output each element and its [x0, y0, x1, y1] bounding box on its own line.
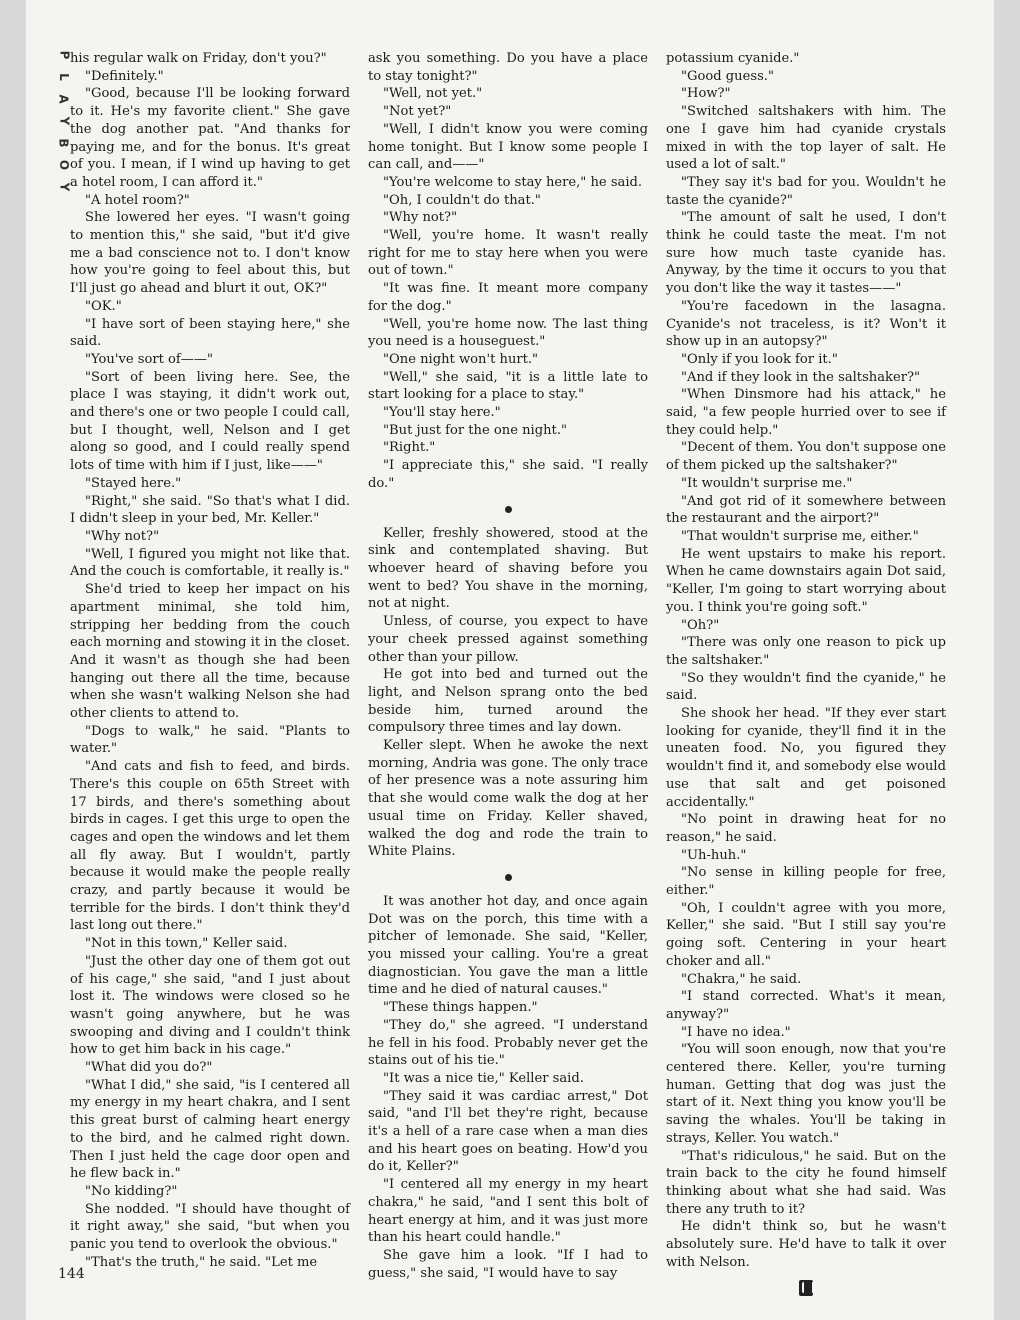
paragraph: "Dogs to walk," he said. "Plants to water.": [70, 723, 350, 757]
paragraph: "Switched saltshakers with him. The one I gave him had cyanide crystals mixed in with the top layer of salt. He used a lot of salt.": [666, 104, 946, 173]
paragraph: "Only if you look for it.": [681, 351, 838, 367]
paragraph: "They say it's bad for you. Wouldn't he taste the cyanide?": [666, 174, 946, 208]
paragraph: "They do," she agreed. "I understand he fell in his food. Probably never get the stains out of his tie.": [368, 1017, 648, 1069]
bullet-dot-icon: [505, 874, 512, 881]
paragraph: "Not in this town," Keller said.: [85, 936, 288, 952]
paragraph: "I appreciate this," she said. "I really do.": [368, 458, 648, 491]
paragraph: "And if they look in the saltshaker?": [681, 369, 921, 385]
paragraph: ask you something. Do you have a place to stay tonight?": [368, 51, 648, 84]
paragraph: "Just the other day one of them got out of his cage," she said, "and I just about lost it. The windows were closed so he wasn't going anywhere, but he was swooping and diving and I couldn't think how to get him back in his cage.": [70, 953, 350, 1058]
running-head-letter: O: [56, 159, 71, 171]
paragraph: his regular walk on Friday, don't you?": [70, 51, 327, 66]
paragraph: "There was only one reason to pick up the saltshaker.": [666, 635, 946, 668]
paragraph: "So they wouldn't find the cyanide," he said.: [666, 670, 946, 704]
paragraph: "OK.": [85, 298, 122, 314]
paragraph: "That's ridiculous," he said. But on the train back to the city he found himself thinking about what she had said. Was there any truth to it?: [666, 1148, 946, 1217]
paragraph: "Good, because I'll be looking forward to it. He's my favorite client." She gave the dog another pat. "And thanks for paying me, and for the bonus. It's great of you. I mean, if I wind up having to get a hotel room, I can afford it.": [70, 86, 350, 190]
paragraph: "I centered all my energy in my heart chakra," he said, "and I sent this bolt of heart energy at him, and it was just more than his heart could handle.": [368, 1177, 648, 1246]
paragraph: "These things happen.": [383, 1000, 538, 1016]
paragraph: She nodded. "I should have thought of it right away," she said, "but when you panic you tend to overlook the obvious.": [70, 1201, 350, 1253]
paragraph: "One night won't hurt.": [383, 351, 539, 367]
paragraph: "Sort of been living here. See, the place I was staying, it didn't work out, and there's one or two people I could call, but I thought, well, Nelson and I get along so good, and I could really spend lots of time with him if I just, like——": [70, 369, 350, 474]
paragraph: "A hotel room?": [85, 192, 190, 208]
paragraph: "You've sort of——": [85, 351, 213, 367]
paragraph: "That's the truth," he said. "Let me: [85, 1254, 318, 1270]
paragraph: "No point in drawing heat for no reason," he said.: [666, 812, 946, 845]
running-head-letter: B: [57, 138, 71, 148]
paragraph: "Definitely.": [85, 68, 164, 84]
paragraph: Keller, freshly showered, stood at the sink and contemplated shaving. But whoever heard of shaving before you went to bed? You shave in the morning, not at night.: [368, 525, 648, 612]
paragraph: "I have no idea.": [681, 1024, 791, 1040]
running-head-letter: Y: [56, 116, 71, 126]
paragraph: "Well, I didn't know you were coming home tonight. But I know some people I can call, and——": [368, 121, 648, 173]
paragraph: Unless, of course, you expect to have your cheek pressed against something other than your pillow.: [368, 614, 648, 665]
paragraph: "I stand corrected. What's it mean, anyway?": [666, 989, 946, 1022]
paragraph: "You're facedown in the lasagna. Cyanide's not traceless, is it? Won't it show up in an autopsy?": [666, 298, 946, 350]
paragraph: "It wouldn't surprise me.": [681, 475, 853, 491]
paragraph: "Well, not yet.": [383, 86, 483, 102]
paragraph: "Well," she said, "it is a little late to start looking for a place to stay.": [368, 369, 648, 403]
paragraph: He got into bed and turned out the light, and Nelson sprang onto the bed beside him, turned around the compulsory three times and lay down.: [368, 667, 648, 736]
paragraph: "Chakra," he said.: [681, 971, 802, 987]
paragraph: "When Dinsmore had his attack," he said, "a few people hurried over to see if they could help.": [666, 387, 946, 438]
paragraph: She lowered her eyes. "I wasn't going to mention this," she said, "but it'd give me a bad conscience not to. I don't know how you're going to feel about this, but I'll just go ahead and blurt it out, OK?": [70, 210, 350, 297]
paragraph: "Not yet?": [383, 104, 452, 120]
paragraph: "Well, you're home now. The last thing you need is a houseguest.": [368, 316, 648, 350]
section-break: [368, 869, 648, 883]
paragraph: "It was a nice tie," Keller said.: [383, 1070, 584, 1086]
paragraph: "That wouldn't surprise me, either.": [681, 528, 919, 544]
paragraph: "Well, you're home. It wasn't really right for me to stay here when you were out of town.": [368, 228, 648, 279]
running-head-letter: L: [57, 73, 71, 81]
page-number: 144: [58, 1266, 85, 1282]
paragraph: "Good guess.": [681, 68, 774, 84]
paragraph: "And cats and fish to feed, and birds. There's this couple on 65th Street with 17 birds, and there's something about birds in cages. I get this urge to open the cages and open the windows and let them all fly away. But I wouldn't, partly because it would make the people really crazy, and partly because it would be terrible for the birds. I don't think they'd last long out there.": [70, 759, 350, 934]
paragraph: "You will soon enough, now that you're centered there. Keller, you're turning human. Getting that dog was just the start of it. Next thing you know you'll be saving the whales. You'll be taking in strays, Keller. You watch.": [666, 1042, 946, 1146]
paragraph: Keller slept. When he awoke the next morning, Andria was gone. The only trace of her presence was a note assuring him that she would come walk the dog at her usual time on Friday. Keller shaved, walked the dog and rode the train to White Plains.: [368, 738, 648, 860]
paragraph: She gave him a look. "If I had to guess," she said, "I would have to say: [368, 1248, 648, 1281]
paragraph: "You're welcome to stay here," he said.: [383, 174, 643, 190]
paragraph: He didn't think so, but he wasn't absolutely sure. He'd have to talk it over with Nelson.: [666, 1219, 946, 1270]
text-column-3: [666, 50, 946, 1296]
paragraph: "Why not?": [383, 210, 458, 226]
paragraph: "No kidding?": [85, 1184, 178, 1199]
paragraph: "Oh, I couldn't agree with you more, Keller," she said. "But I still say you're going soft. Centering in your heart choker and all.": [666, 900, 946, 969]
paragraph: potassium cyanide.": [666, 51, 800, 66]
paragraph: "But just for the one night.": [383, 422, 568, 438]
magazine-page: [26, 0, 994, 1320]
paragraph: "What did you do?": [85, 1060, 213, 1076]
bullet-dot-icon: [505, 506, 512, 513]
paragraph: "Well, I figured you might not like that. And the couch is comfortable, it really is.": [70, 546, 350, 580]
paragraph: She shook her head. "If they ever start looking for cyanide, they'll find it in the uneaten food. No, you figured they wouldn't find it, and somebody else would use that salt and get poisoned accidentally.": [666, 706, 946, 810]
end-of-story-icon: [799, 1280, 813, 1296]
paragraph: "Decent of them. You don't suppose one of them picked up the saltshaker?": [666, 440, 946, 474]
section-break: [368, 501, 648, 515]
paragraph: "Stayed here.": [85, 475, 182, 491]
paragraph: "Right," she said. "So that's what I did. I didn't sleep in your bed, Mr. Keller.": [70, 493, 350, 527]
paragraph: He went upstairs to make his report. When he came downstairs again Dot said, "Keller, I'm going to start worrying about you. I think you're going soft.": [666, 546, 946, 615]
paragraph: "How?": [681, 86, 731, 102]
paragraph: "I have sort of been staying here," she said.: [70, 316, 350, 350]
text-column-1: [70, 50, 350, 1272]
paragraph: "Right.": [383, 440, 436, 456]
paragraph: "It was fine. It meant more company for the dog.": [368, 281, 648, 314]
paragraph: "You'll stay here.": [383, 405, 501, 421]
paragraph: "What I did," she said, "is I centered all my energy in my heart chakra, and I sent this great burst of calming heart energy to the bird, and he calmed right down. Then I just held the cage door open and he flew back in.": [70, 1077, 350, 1182]
paragraph: "Uh-huh.": [681, 847, 747, 863]
paragraph: "Why not?": [85, 528, 160, 544]
paragraph: "Oh?": [681, 617, 720, 633]
paragraph: "No sense in killing people for free, either.": [666, 865, 946, 899]
running-head-letter: P: [56, 50, 71, 60]
paragraph: "The amount of salt he used, I don't think he could taste the meat. I'm not sure how much taste cyanide has. Anyway, by the time it occurs to you that you don't like the way it tastes——": [666, 210, 946, 297]
paragraph: "They said it was cardiac arrest," Dot said, "and I'll bet they're right, because it's a hell of a rare case when a man dies and his heart goes on beating. How'd you do it, Keller?": [368, 1088, 648, 1175]
paragraph: It was another hot day, and once again Dot was on the porch, this time with a pitcher of lemonade. She said, "Keller, you missed your calling. You're a great diagnostician. You gave the man a little time and he died of natural causes.": [368, 893, 648, 998]
paragraph: "Oh, I couldn't do that.": [383, 192, 541, 208]
paragraph: "And got rid of it somewhere between the restaurant and the airport?": [666, 493, 946, 527]
text-column-2: [368, 50, 648, 1282]
paragraph: She'd tried to keep her impact on his apartment minimal, she told him, stripping her bedding from the couch each morning and stowing it in the closet. And it wasn't as though she had been hanging out there all the time, because when she wasn't walking Nelson she had other clients to attend to.: [70, 582, 350, 722]
running-head-letter: Y: [56, 182, 71, 192]
running-head-letter: A: [56, 94, 71, 104]
